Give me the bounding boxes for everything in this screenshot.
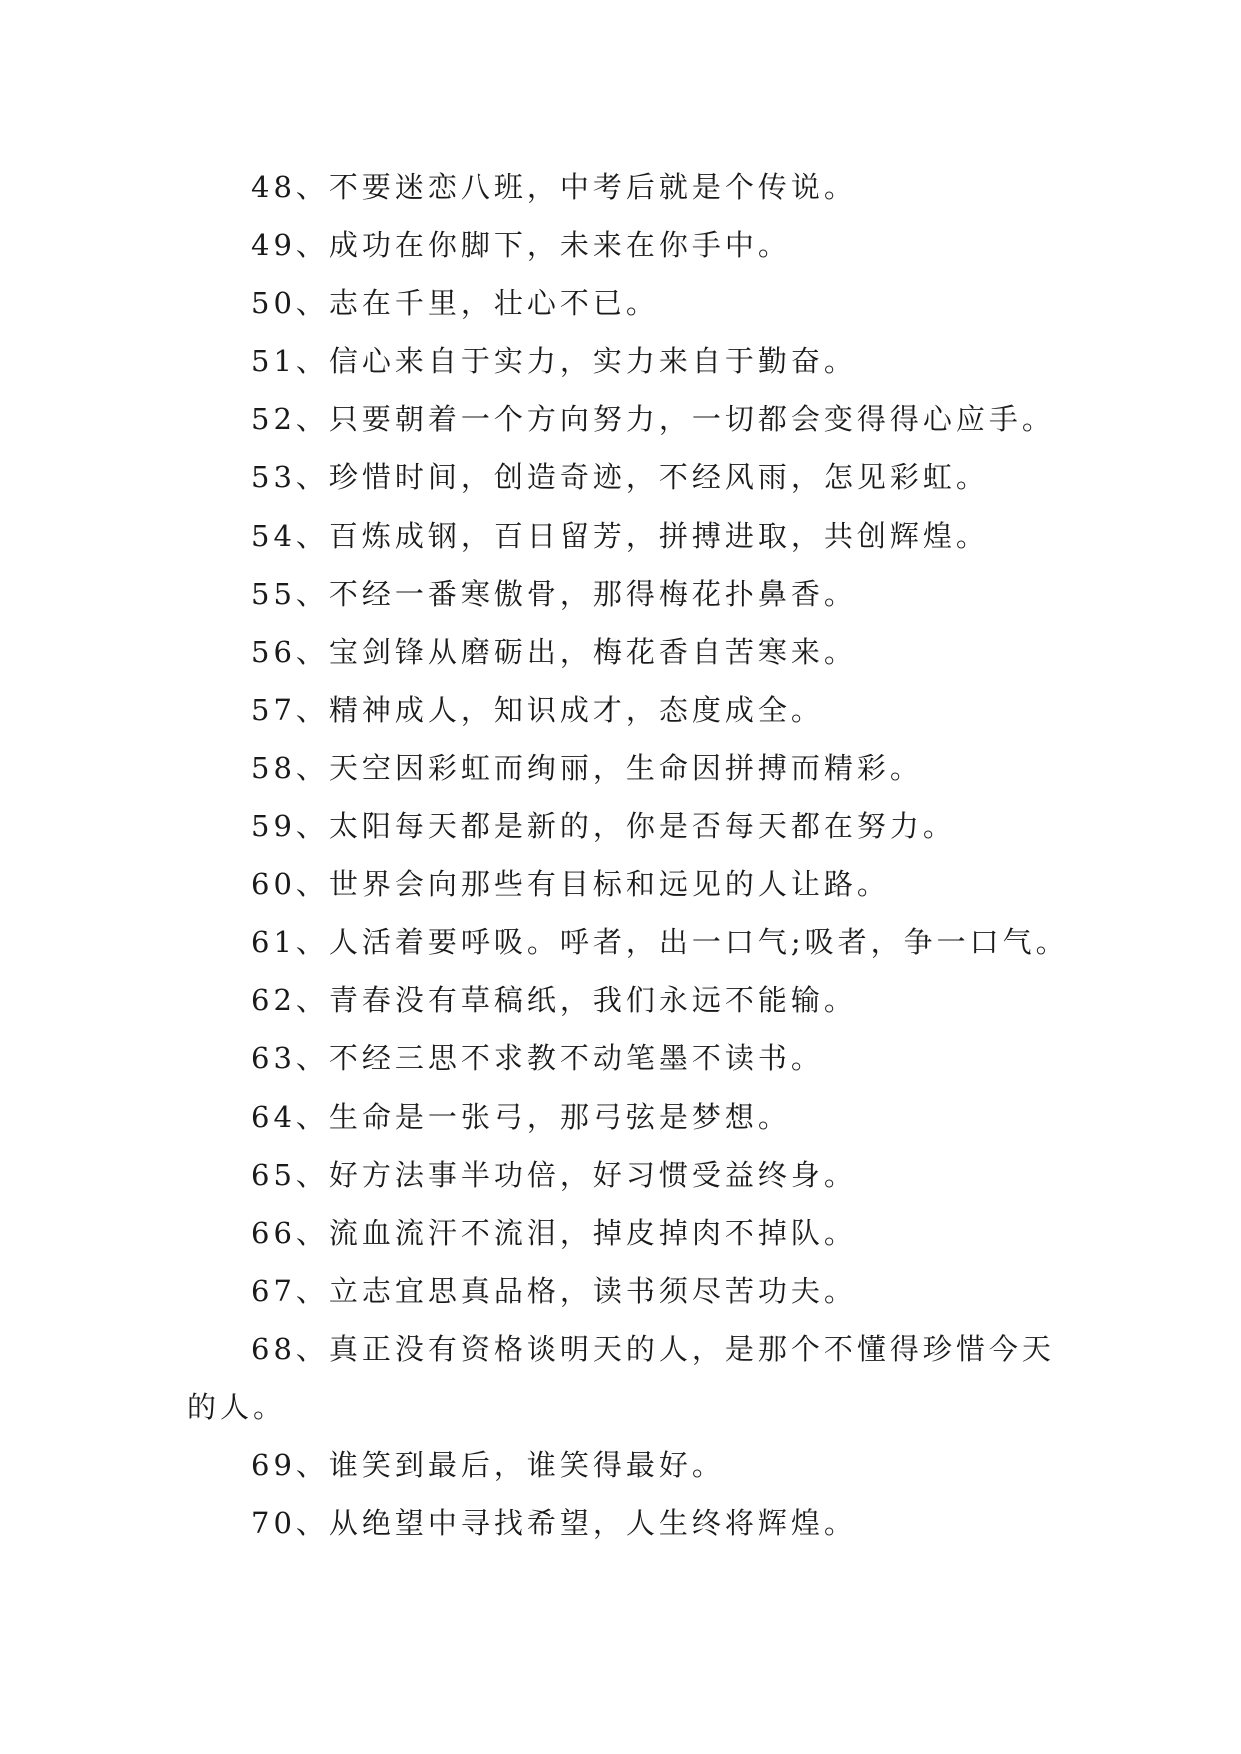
quote-line-66: 66、流血流汗不流泪，掉皮掉肉不掉队。 bbox=[251, 1215, 857, 1250]
quote-line-54: 54、百炼成钢，百日留芳，拼搏进取，共创辉煌。 bbox=[251, 518, 989, 553]
quote-line-67: 67、立志宜思真品格，读书须尽苦功夫。 bbox=[251, 1273, 857, 1308]
quote-line-48: 48、不要迷恋八班，中考后就是个传说。 bbox=[251, 170, 857, 204]
quote-line-52: 52、只要朝着一个方向努力，一切都会变得得心应手。 bbox=[251, 402, 1055, 437]
quote-line-49: 49、成功在你脚下，未来在你手中。 bbox=[251, 228, 791, 263]
quote-line-70: 70、从绝望中寻找希望，人生终将辉煌。 bbox=[251, 1506, 857, 1541]
quote-line-50: 50、志在千里，壮心不已。 bbox=[251, 286, 659, 321]
quote-line-61: 61、人活着要呼吸。呼者，出一口气;吸者，争一口气。 bbox=[251, 925, 1069, 960]
quote-line-53: 53、珍惜时间，创造奇迹，不经风雨，怎见彩虹。 bbox=[251, 460, 989, 495]
quote-list bbox=[187, 158, 1067, 1552]
quote-line-65: 65、好方法事半功倍，好习惯受益终身。 bbox=[251, 1157, 857, 1192]
quote-line-68: 68、真正没有资格谈明天的人，是那个不懂得珍惜今天的人。 bbox=[187, 1331, 1055, 1424]
quote-line-63: 63、不经三思不求教不动笔墨不读书。 bbox=[251, 1041, 824, 1076]
quote-line-69: 69、谁笑到最后，谁笑得最好。 bbox=[251, 1448, 725, 1483]
quote-line-62: 62、青春没有草稿纸，我们永远不能输。 bbox=[251, 983, 857, 1018]
quote-line-64: 64、生命是一张弓，那弓弦是梦想。 bbox=[251, 1099, 791, 1134]
quote-line-57: 57、精神成人，知识成才，态度成全。 bbox=[251, 692, 824, 727]
quote-line-51: 51、信心来自于实力，实力来自于勤奋。 bbox=[251, 344, 857, 379]
quote-line-60: 60、世界会向那些有目标和远见的人让路。 bbox=[251, 867, 890, 902]
quote-line-59: 59、太阳每天都是新的，你是否每天都在努力。 bbox=[251, 809, 956, 844]
quote-line-56: 56、宝剑锋从磨砺出，梅花香自苦寒来。 bbox=[251, 634, 857, 669]
quote-line-58: 58、天空因彩虹而绚丽，生命因拼搏而精彩。 bbox=[251, 750, 923, 785]
quote-line-55: 55、不经一番寒傲骨，那得梅花扑鼻香。 bbox=[251, 576, 857, 611]
